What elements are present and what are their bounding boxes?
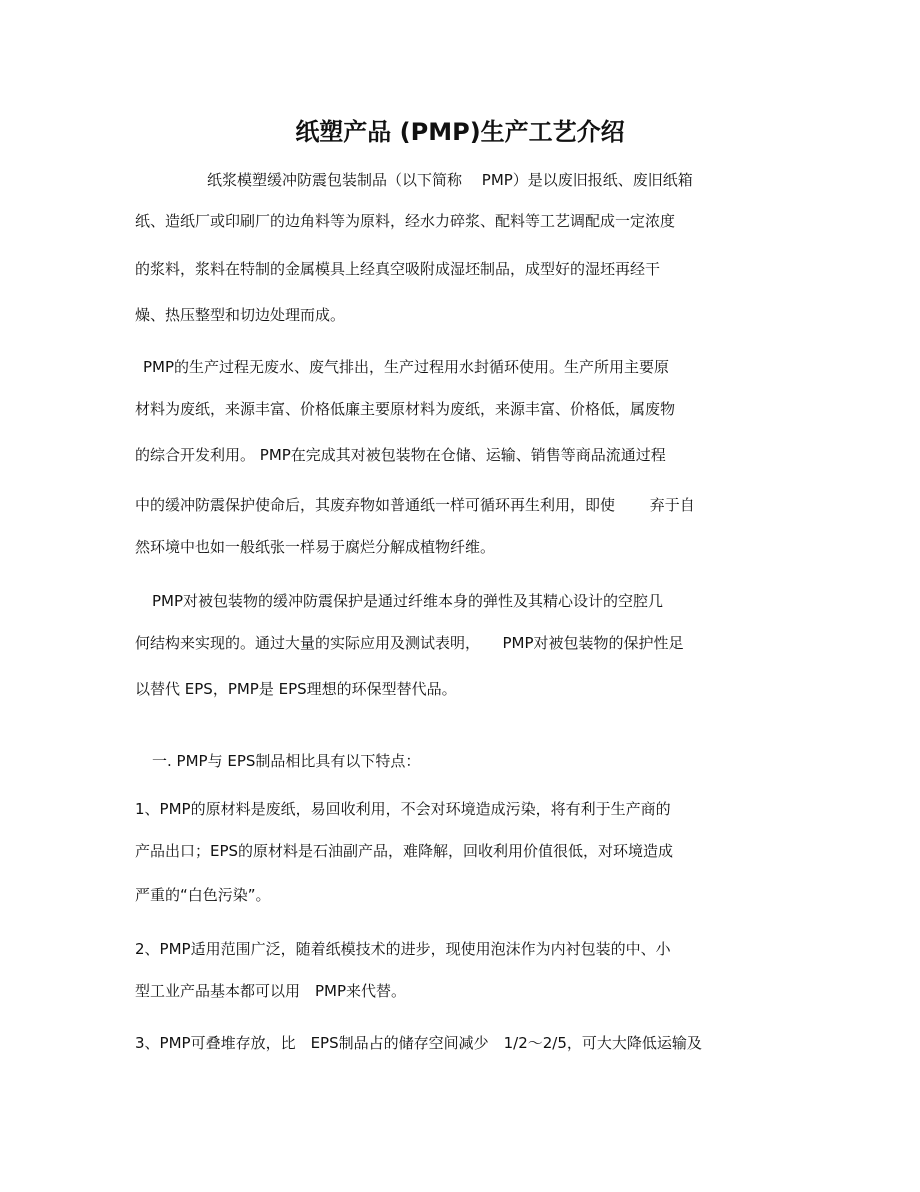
document-title: 纸塑产品 (PMP)生产工艺介绍 xyxy=(295,118,625,146)
paragraph-1-line-3: 的浆料，浆料在特制的金属模具上经真空吸附成湿坯制品，成型好的湿坯再经干 xyxy=(135,260,661,278)
paragraph-3-line-1: PMP对被包装物的缓冲防震保护是通过纤维本身的弹性及其精心设计的空腔几 xyxy=(152,592,664,610)
paragraph-3-line-2: 何结构来实现的。通过大量的实际应用及测试表明， PMP对被包装物的保护性足 xyxy=(135,634,684,652)
item-1-line-1: 1、PMP的原材料是废纸，易回收利用，不会对环境造成污染，将有利于生产商的 xyxy=(135,800,671,818)
paragraph-3-line-3: 以替代 EPS，PMP是 EPS理想的环保型替代品。 xyxy=(135,680,457,698)
paragraph-2-line-3: 的综合开发利用。 PMP在完成其对被包装物在仓储、运输、销售等商品流通过程 xyxy=(135,446,666,464)
paragraph-2-line-1: PMP的生产过程无废水、废气排出，生产过程用水封循环使用。生产所用主要原 xyxy=(143,358,670,376)
paragraph-2-line-4: 中的缓冲防震保护使命后，其废弃物如普通纸一样可循环再生利用，即使 弃于自 xyxy=(135,496,695,514)
paragraph-2-line-2: 材料为废纸，来源丰富、价格低廉主要原材料为废纸，来源丰富、价格低，属废物 xyxy=(135,400,676,418)
item-2-line-1: 2、PMP适用范围广泛，随着纸模技术的进步，现使用泡沫作为内衬包装的中、小 xyxy=(135,940,671,958)
item-2-line-2: 型工业产品基本都可以用 PMP来代替。 xyxy=(135,982,407,1000)
paragraph-2-line-5: 然环境中也如一般纸张一样易于腐烂分解成植物纤维。 xyxy=(135,538,496,556)
section-heading-features: 一. PMP与 EPS制品相比具有以下特点： xyxy=(152,752,421,770)
item-1-line-2: 产品出口；EPS的原材料是石油副产品，难降解，回收利用价值很低，对环境造成 xyxy=(135,842,674,860)
item-1-line-3: 严重的“白色污染”。 xyxy=(135,886,271,904)
paragraph-1-line-4: 燥、热压整型和切边处理而成。 xyxy=(135,306,346,324)
item-3-line-1: 3、PMP可叠堆存放，比 EPS制品占的储存空间减少 1/2～2/5，可大大降低运输及 xyxy=(135,1034,702,1052)
paragraph-1-line-2: 纸、造纸厂或印刷厂的边角料等为原料，经水力碎浆、配料等工艺调配成一定浓度 xyxy=(135,212,676,230)
paragraph-1-line-1: 纸浆模塑缓冲防震包装制品（以下简称 PMP）是以废旧报纸、废旧纸箱 xyxy=(207,171,693,189)
